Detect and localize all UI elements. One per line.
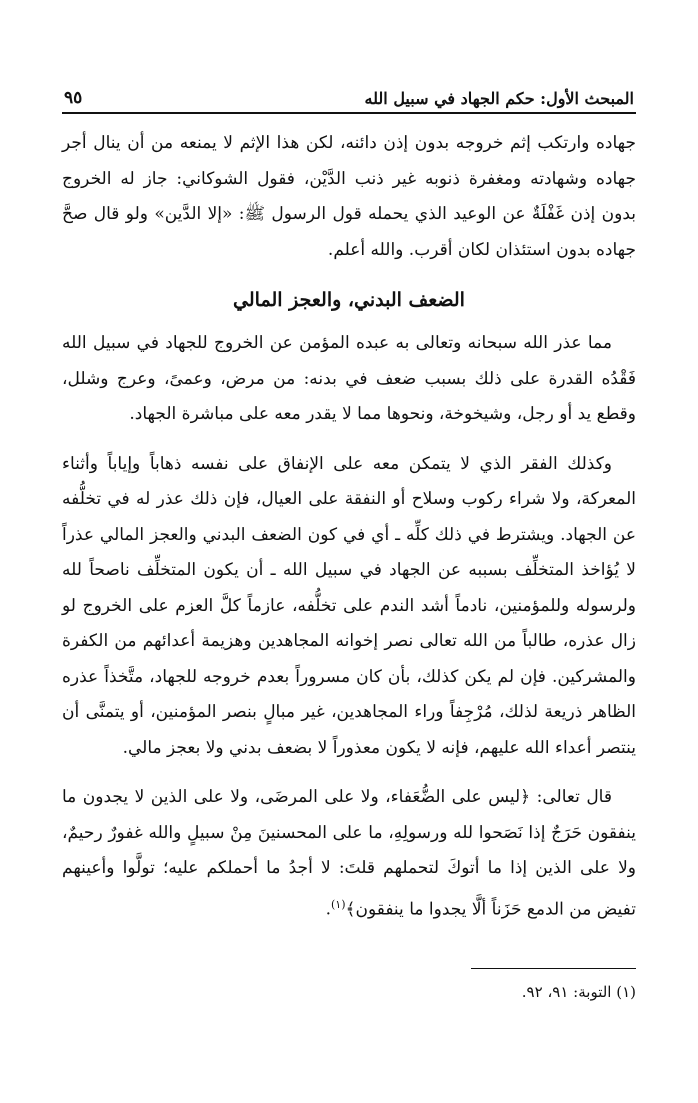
running-header xyxy=(62,80,636,114)
chapter-title: المبحث الأول: حكم الجهاد في سبيل الله xyxy=(364,89,634,108)
section-paragraph: مما عذر الله سبحانه وتعالى به عبده المؤمن عن الخروج للجهاد في سبيل الله فَقْدُه القدرة على ذلك بسبب ضعف في بدنه: من مرض، وعمىً، وعرج وشلل، وقطع يد أو رجل، وشيخوخة، ونحوها مما لا يقدر معه على مباشرة الجهاد. xyxy=(62,333,636,424)
book-page xyxy=(62,80,636,1005)
page-body xyxy=(62,126,636,1005)
section-paragraph: وكذلك الفقر الذي لا يتمكن معه على الإنفاق على نفسه ذهاباً وإياباً وأثناء المعركة، ولا شراء ركوب وسلاح أو النفقة على العيال، فإن ذلك عذر له في تخلُّفه عن الجهاد. ويشترط في ذلك كلِّه ـ أي في كون الضعف البدني والعجز المالي عذراً لا يُؤاخذ المتخلِّف بسببه عن الجهاد في سبيل الله ـ أن يكون المتخلِّف ناصحاً لله ولرسوله وللمؤمنين، نادماً أشد الندم على تخلُّفه، عازماً كلَّ العزم على الخروج لو زال عذره، طالباً من الله تعالى نصر إخوانه المجاهدين وهزيمة أعدائهم من الكفرة والمشركين. فإن لم يكن كذلك، بأن كان مسروراً بعدم خروجه للجهاد، متَّخذاً عذره الظاهر ذريعة لذلك، مُرْجِفاً وراء المجاهدين، غير مبالٍ بنصر المؤمنين، أو يتمنَّى أن ينتصر أعداء الله عليهم، فإنه لا يكون معذوراً لا بضعف بدني ولا بعجز مالي. xyxy=(62,453,636,758)
section-heading: الضعف البدني، والعجز المالي xyxy=(233,289,465,311)
quran-quote-paragraph: قال تعالى: ﴿ليس على الضُّعَفاء، ولا على المرضَى، ولا على الذين لا يجدون ما ينفقون حَرَجٌ إذا نَصَحوا لله ورسولِهِ، ما على المحسنينَ مِنْ سبيلٍ والله غفورٌ رحيمٌ، ولا على الذين إذا ما أتوكَ لتحملهم قلتَ: لا أجدُ ما أحملكم عليه؛ تولَّوا وأعينهم تفيض من الدمع حَزَناً ألَّا يجدوا ما ينفقون﴾$^{(١)}$. xyxy=(62,787,636,920)
page-number: ٩٥ xyxy=(64,88,83,108)
footnote-divider xyxy=(471,968,636,969)
opening-paragraph: جهاده وارتكب إثم خروجه بدون إذن دائنه، لكن هذا الإثم لا يمنعه من أن ينال أجر جهاده وشهادته ومغفرة ذنوبه غير ذنب الدَّيْن، فقول الشوكاني: جاز له الخروج بدون إذن غَفْلَةٌ عن الوعيد الذي يحمله قول الرسول ﷺ: «إلا الدَّين» ولو قال صحَّ جهاده بدون استئذان لكان أقرب. والله أعلم. xyxy=(62,133,636,260)
quran-quote-text: قال تعالى: ﴿ليس على الضُّعَفاء، ولا على المرضَى، ولا على الذين لا يجدون ما ينفقون حَرَجٌ إذا نَصَحوا لله ورسولِهِ، ما على المحسنينَ مِنْ سبيلٍ والله غفورٌ رحيمٌ، ولا على الذين إذا ما أتوكَ لتحملهم قلتَ: لا أجدُ ما أحملكم عليه؛ تولَّوا وأعينهم تفيض من الدمع حَزَناً ألَّا يجدوا ما ينفقون﴾ xyxy=(62,787,636,920)
footnote: (١) التوبة: ٩١، ٩٢. xyxy=(521,982,636,1001)
footnote-marker: (١) xyxy=(330,897,346,911)
